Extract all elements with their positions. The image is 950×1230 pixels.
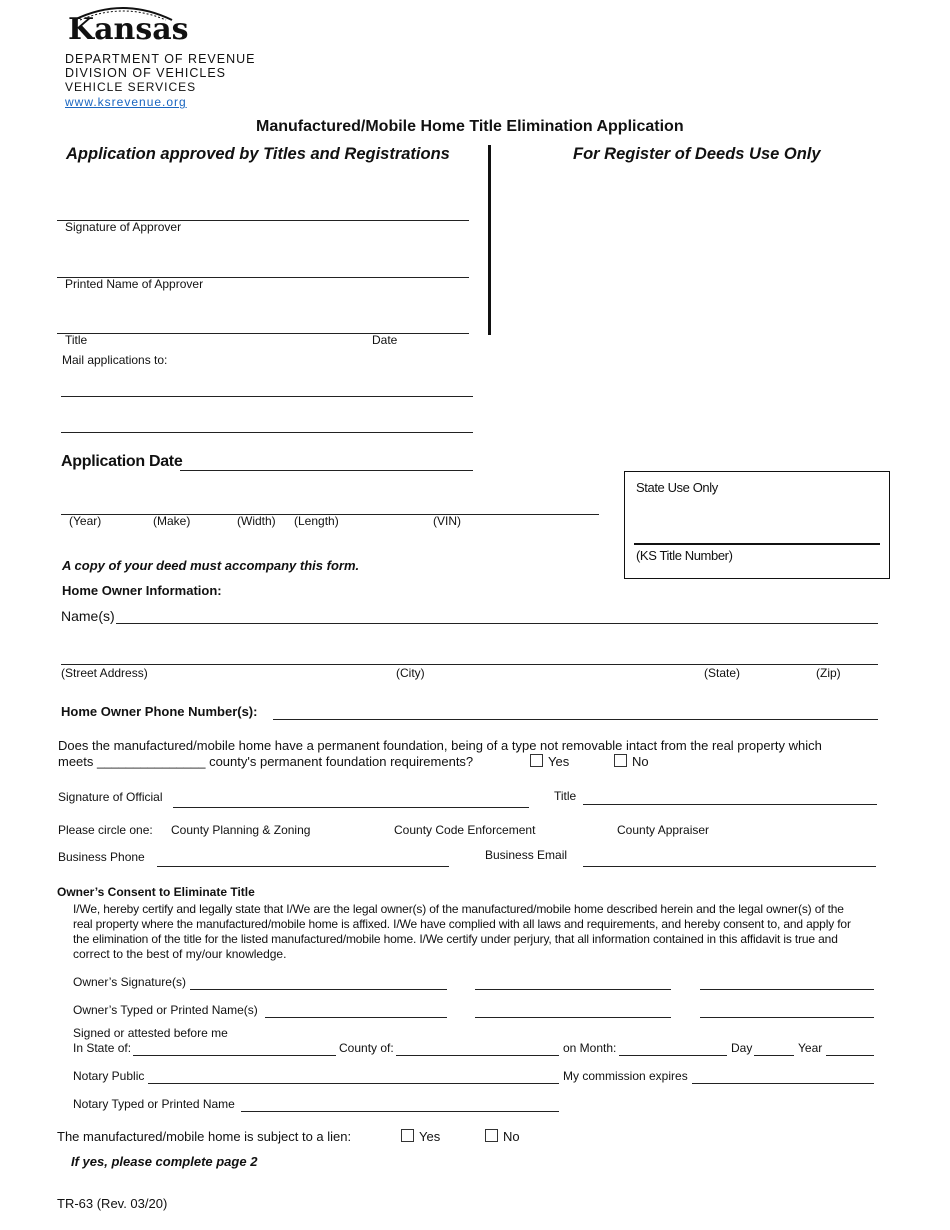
ks-title-number-label: (KS Title Number) (636, 548, 733, 563)
owner-signature-label: Owner’s Signature(s) (73, 975, 186, 989)
form-number: TR-63 (Rev. 03/20) (57, 1196, 168, 1211)
lien-yes-checkbox[interactable] (401, 1129, 414, 1142)
length-label: (Length) (294, 514, 339, 528)
owner-names-label: Name(s) (61, 608, 115, 624)
business-phone-label: Business Phone (58, 850, 145, 864)
lien-yes-label: Yes (419, 1129, 441, 1144)
zip-label: (Zip) (816, 666, 841, 680)
foundation-no-option[interactable] (614, 754, 649, 769)
vin-label: (VIN) (433, 514, 461, 528)
commission-expires-label: My commission expires (563, 1069, 688, 1083)
ks-title-number-line[interactable] (634, 543, 880, 545)
column-divider (488, 145, 491, 335)
mail-label: Mail applications to: (62, 353, 168, 367)
owner-printed-line-1[interactable] (265, 1017, 447, 1018)
business-email-label: Business Email (485, 848, 568, 862)
month-label: on Month: (563, 1041, 617, 1055)
width-label: (Width) (237, 514, 276, 528)
option-county-planning[interactable]: County Planning & Zoning (171, 823, 311, 837)
lien-yes-option[interactable] (401, 1129, 440, 1144)
lien-no-option[interactable] (485, 1129, 520, 1144)
owner-phone-label: Home Owner Phone Number(s): (61, 704, 258, 719)
approver-signature-label: Signature of Approver (65, 220, 182, 234)
kansas-logo (66, 2, 189, 47)
approver-title-label: Title (65, 333, 88, 347)
owner-info-heading: Home Owner Information: (62, 583, 222, 598)
state-use-box (624, 471, 890, 579)
owner-signature-line-2[interactable] (475, 989, 671, 990)
state-label: (State) (704, 666, 741, 680)
notary-printed-line[interactable] (241, 1111, 559, 1112)
consent-heading: Owner’s Consent to Eliminate Title (57, 885, 255, 899)
foundation-question-line1: Does the manufactured/mobile home have a permanent foundation, being of a type not removable intact from the real property which (58, 738, 822, 753)
notary-public-line[interactable] (148, 1083, 559, 1084)
register-heading: For Register of Deeds Use Only (573, 145, 821, 163)
official-signature-label: Signature of Official (58, 790, 163, 804)
official-title-label: Title (554, 789, 577, 803)
mail-address-line-1[interactable] (61, 396, 473, 397)
services-name: VEHICLE SERVICES (65, 80, 197, 94)
year-label: (Year) (69, 514, 102, 528)
official-title-line[interactable] (583, 804, 877, 805)
year-attest-line[interactable] (826, 1055, 874, 1056)
owner-printed-line-3[interactable] (700, 1017, 874, 1018)
street-address-label: (Street Address) (61, 666, 148, 680)
county-label: County of: (339, 1041, 394, 1055)
lien-no-label: No (503, 1129, 520, 1144)
approver-date-label: Date (372, 333, 398, 347)
deed-note: A copy of your deed must accompany this form. (62, 558, 360, 573)
approval-heading: Application approved by Titles and Registrations (66, 145, 450, 163)
owner-phone-line[interactable] (273, 719, 878, 720)
consent-text-line3: the elimination of the title for the listed manufactured/mobile home. I/We certify under perjury, that all information contained in this affidavit is true and (73, 932, 838, 946)
division-name: DIVISION OF VEHICLES (65, 66, 227, 80)
lien-question: The manufactured/mobile home is subject to a lien: (57, 1129, 352, 1144)
form-title: Manufactured/Mobile Home Title Elimination Application (256, 118, 684, 135)
day-label: Day (731, 1041, 753, 1055)
county-line[interactable] (396, 1055, 559, 1056)
foundation-no-checkbox[interactable] (614, 754, 627, 767)
option-county-appraiser[interactable]: County Appraiser (617, 823, 710, 837)
foundation-question-line2: meets _______________ county's permanent foundation requirements? (58, 754, 474, 769)
in-state-line[interactable] (133, 1055, 336, 1056)
application-date-line[interactable] (180, 470, 473, 471)
approver-title-line[interactable] (57, 333, 469, 334)
owner-signature-line-3[interactable] (700, 989, 874, 990)
foundation-no-label: No (632, 754, 649, 769)
lien-note: If yes, please complete page 2 (71, 1154, 258, 1169)
consent-text-line1: I/We, hereby certify and legally state that I/We are the legal owner(s) of the manufactured/mobile home described herein and the legal owner(s) of the (73, 902, 844, 916)
commission-expires-line[interactable] (692, 1083, 874, 1084)
foundation-yes-option[interactable] (530, 754, 569, 769)
owner-printed-label: Owner’s Typed or Printed Name(s) (73, 1003, 258, 1017)
official-signature-line[interactable] (173, 807, 529, 808)
dept-name: DEPARTMENT OF REVENUE (65, 52, 256, 66)
notary-printed-label: Notary Typed or Printed Name (73, 1097, 235, 1111)
in-state-label: In State of: (73, 1041, 132, 1055)
lien-no-checkbox[interactable] (485, 1129, 498, 1142)
circle-one-label: Please circle one: (58, 823, 153, 837)
foundation-yes-label: Yes (548, 754, 570, 769)
owner-names-line[interactable] (116, 623, 878, 624)
application-date-label: Application Date (61, 453, 183, 470)
year-attest-label: Year (798, 1041, 823, 1055)
consent-text-line2: real property where the manufactured/mobile home is affixed. I/We have complied with all laws and requirements, and hereby consent to, and apply for (73, 917, 851, 931)
foundation-yes-checkbox[interactable] (530, 754, 543, 767)
owner-signature-line-1[interactable] (190, 989, 447, 990)
website-link[interactable]: www.ksrevenue.org (65, 95, 187, 109)
notary-public-label: Notary Public (73, 1069, 145, 1083)
consent-text-line4: correct to the best of my/our knowledge. (73, 947, 287, 961)
city-label: (City) (396, 666, 425, 680)
mail-address-line-2[interactable] (61, 432, 473, 433)
business-email-line[interactable] (583, 866, 876, 867)
state-use-heading: State Use Only (636, 480, 718, 495)
owner-printed-line-2[interactable] (475, 1017, 671, 1018)
month-line[interactable] (619, 1055, 727, 1056)
business-phone-line[interactable] (157, 866, 449, 867)
signed-attested-label: Signed or attested before me (73, 1026, 228, 1040)
day-line[interactable] (754, 1055, 794, 1056)
approver-name-label: Printed Name of Approver (65, 277, 204, 291)
logo-wordmark: Kansas (68, 12, 189, 47)
make-label: (Make) (153, 514, 191, 528)
owner-address-line[interactable] (61, 664, 878, 665)
option-county-code-enforcement[interactable]: County Code Enforcement (394, 823, 536, 837)
